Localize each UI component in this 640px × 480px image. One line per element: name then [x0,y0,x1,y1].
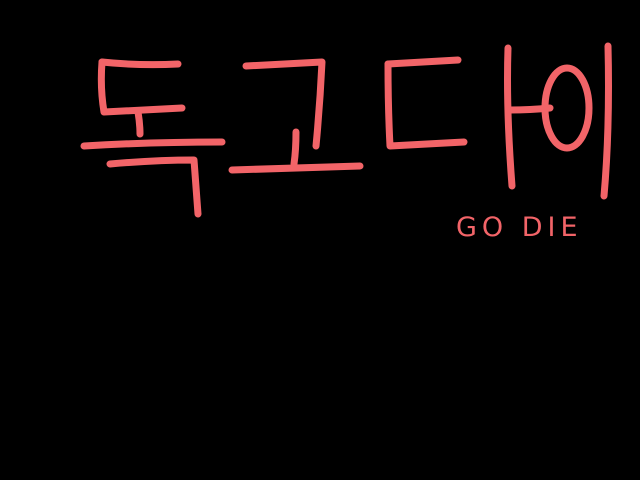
game-title-logo [70,38,630,238]
title-subtitle: GO DIE [456,212,583,243]
korean-title-artwork [70,38,630,238]
